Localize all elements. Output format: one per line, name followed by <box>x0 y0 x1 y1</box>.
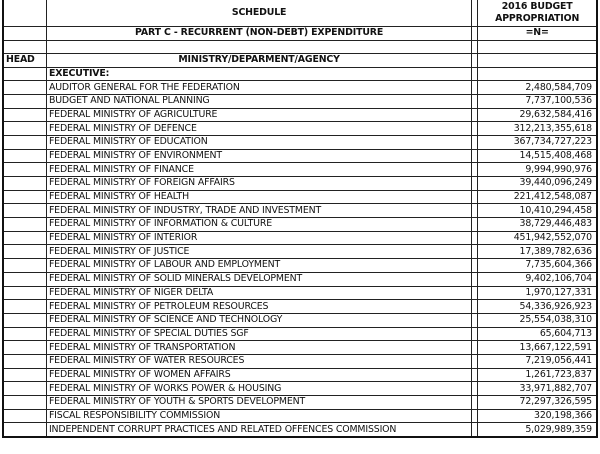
head-cell <box>3 81 46 95</box>
table-row <box>3 396 597 410</box>
head-cell <box>3 396 46 410</box>
blank-cell <box>478 54 597 68</box>
table-row <box>3 327 597 341</box>
head-cell <box>3 135 46 149</box>
table-row <box>3 341 597 355</box>
head-cell <box>3 382 46 396</box>
agency-name: INDEPENDENT CORRUPT PRACTICES AND RELATED OFFENCES COMMISSION <box>46 423 471 437</box>
agency-name: FEDERAL MINISTRY OF WOMEN AFFAIRS <box>46 368 471 382</box>
head-cell-empty <box>3 27 46 41</box>
appropriation-amount: 9,994,990,976 <box>478 163 597 177</box>
table-row <box>3 81 597 95</box>
agency-name: FEDERAL MINISTRY OF WORKS POWER & HOUSING <box>46 382 471 396</box>
blank-cell <box>3 67 46 81</box>
head-cell <box>3 177 46 191</box>
agency-name: FEDERAL MINISTRY OF JUSTICE <box>46 245 471 259</box>
head-cell <box>3 190 46 204</box>
appropriation-amount: 13,667,122,591 <box>478 341 597 355</box>
agency-name: FEDERAL MINISTRY OF EDUCATION <box>46 135 471 149</box>
agency-name: FEDERAL MINISTRY OF INTERIOR <box>46 231 471 245</box>
blank-cell <box>3 40 46 54</box>
agency-name: FEDERAL MINISTRY OF SPECIAL DUTIES SGF <box>46 327 471 341</box>
head-cell <box>3 231 46 245</box>
agency-name: FEDERAL MINISTRY OF WATER RESOURCES <box>46 354 471 368</box>
appropriation-amount: 33,971,882,707 <box>478 382 597 396</box>
table-row <box>3 259 597 273</box>
table-row <box>3 218 597 232</box>
mda-column-header: MINISTRY/DEPARMENT/AGENCY <box>46 54 471 68</box>
appropriation-amount: 2,480,584,709 <box>478 81 597 95</box>
table-row <box>3 204 597 218</box>
agency-name: FEDERAL MINISTRY OF INFORMATION & CULTURE <box>46 218 471 232</box>
appropriation-amount: 367,734,727,223 <box>478 135 597 149</box>
appropriation-amount: 320,198,366 <box>478 409 597 423</box>
blank-cell <box>478 67 597 81</box>
table-row <box>3 368 597 382</box>
budget-appropriation-header <box>478 0 597 27</box>
appropriation-amount: 14,515,408,468 <box>478 149 597 163</box>
table-row <box>3 300 597 314</box>
appropriation-label: APPROPRIATION <box>495 12 580 24</box>
head-cell <box>3 368 46 382</box>
table-row <box>3 231 597 245</box>
agency-name: FEDERAL MINISTRY OF TRANSPORTATION <box>46 341 471 355</box>
table-row <box>3 94 597 108</box>
table-row <box>3 149 597 163</box>
head-cell <box>3 409 46 423</box>
table-row <box>3 354 597 368</box>
agency-name: FEDERAL MINISTRY OF DEFENCE <box>46 122 471 136</box>
table-row <box>3 286 597 300</box>
agency-name: FEDERAL MINISTRY OF LABOUR AND EMPLOYMENT <box>46 259 471 273</box>
table-row <box>3 409 597 423</box>
appropriation-amount: 451,942,552,070 <box>478 231 597 245</box>
head-cell <box>3 423 46 437</box>
table-row <box>3 122 597 136</box>
appropriation-amount: 9,402,106,704 <box>478 272 597 286</box>
agency-name: FEDERAL MINISTRY OF AGRICULTURE <box>46 108 471 122</box>
agency-name: FEDERAL MINISTRY OF FOREIGN AFFAIRS <box>46 177 471 191</box>
agency-name: FEDERAL MINISTRY OF PETROLEUM RESOURCES <box>46 300 471 314</box>
header-row-schedule <box>3 0 597 27</box>
header-row-blank <box>3 40 597 54</box>
table-row <box>3 382 597 396</box>
table-row <box>3 245 597 259</box>
agency-name: BUDGET AND NATIONAL PLANNING <box>46 94 471 108</box>
table-row <box>3 423 597 437</box>
appropriation-amount: 1,261,723,837 <box>478 368 597 382</box>
head-cell <box>3 218 46 232</box>
agency-name: FEDERAL MINISTRY OF SOLID MINERALS DEVELOPMENT <box>46 272 471 286</box>
head-cell <box>3 149 46 163</box>
agency-name: FEDERAL MINISTRY OF INDUSTRY, TRADE AND INVESTMENT <box>46 204 471 218</box>
section-title: EXECUTIVE: <box>46 67 471 81</box>
table-row <box>3 163 597 177</box>
head-cell <box>3 341 46 355</box>
header-row-columns <box>3 54 597 68</box>
head-cell <box>3 204 46 218</box>
table-row <box>3 108 597 122</box>
appropriation-amount: 17,389,782,636 <box>478 245 597 259</box>
budget-schedule-table <box>2 0 598 438</box>
appropriation-amount: 65,604,713 <box>478 327 597 341</box>
agency-name: FEDERAL MINISTRY OF FINANCE <box>46 163 471 177</box>
head-cell <box>3 313 46 327</box>
agency-name: FEDERAL MINISTRY OF YOUTH & SPORTS DEVELOPMENT <box>46 396 471 410</box>
appropriation-amount: 7,737,100,536 <box>478 94 597 108</box>
table-row <box>3 272 597 286</box>
blank-cell <box>46 40 471 54</box>
head-column-header: HEAD <box>3 54 46 68</box>
appropriation-amount: 29,632,584,416 <box>478 108 597 122</box>
table-row <box>3 190 597 204</box>
appropriation-amount: 312,213,355,618 <box>478 122 597 136</box>
agency-name: FEDERAL MINISTRY OF NIGER DELTA <box>46 286 471 300</box>
table-row <box>3 313 597 327</box>
head-cell <box>3 122 46 136</box>
currency-label: =N= <box>478 27 597 41</box>
agency-name: FEDERAL MINISTRY OF ENVIRONMENT <box>46 149 471 163</box>
agency-name: FEDERAL MINISTRY OF HEALTH <box>46 190 471 204</box>
appropriation-amount: 1,970,127,331 <box>478 286 597 300</box>
appropriation-amount: 7,735,604,366 <box>478 259 597 273</box>
appropriation-amount: 54,336,926,923 <box>478 300 597 314</box>
appropriation-amount: 39,440,096,249 <box>478 177 597 191</box>
appropriation-amount: 25,554,038,310 <box>478 313 597 327</box>
head-cell <box>3 327 46 341</box>
head-cell <box>3 245 46 259</box>
head-cell <box>3 94 46 108</box>
head-cell <box>3 163 46 177</box>
head-cell <box>3 300 46 314</box>
blank-cell <box>478 40 597 54</box>
appropriation-amount: 72,297,326,595 <box>478 396 597 410</box>
agency-name: AUDITOR GENERAL FOR THE FEDERATION <box>46 81 471 95</box>
head-cell <box>3 272 46 286</box>
appropriation-amount: 7,219,056,441 <box>478 354 597 368</box>
appropriation-amount: 38,729,446,483 <box>478 218 597 232</box>
part-title: PART C - RECURRENT (NON-DEBT) EXPENDITURE <box>46 27 471 41</box>
agency-name: FISCAL RESPONSIBILITY COMMISSION <box>46 409 471 423</box>
appropriation-amount: 5,029,989,359 <box>478 423 597 437</box>
budget-year-label: 2016 BUDGET <box>501 0 573 12</box>
section-row-executive <box>3 67 597 81</box>
header-row-part <box>3 27 597 41</box>
table-row <box>3 177 597 191</box>
head-cell-empty <box>3 0 46 27</box>
table-row <box>3 135 597 149</box>
appropriation-amount: 221,412,548,087 <box>478 190 597 204</box>
head-cell <box>3 354 46 368</box>
head-cell <box>3 259 46 273</box>
appropriation-amount: 10,410,294,458 <box>478 204 597 218</box>
head-cell <box>3 108 46 122</box>
head-cell <box>3 286 46 300</box>
schedule-title: SCHEDULE <box>46 0 471 27</box>
agency-name: FEDERAL MINISTRY OF SCIENCE AND TECHNOLOGY <box>46 313 471 327</box>
